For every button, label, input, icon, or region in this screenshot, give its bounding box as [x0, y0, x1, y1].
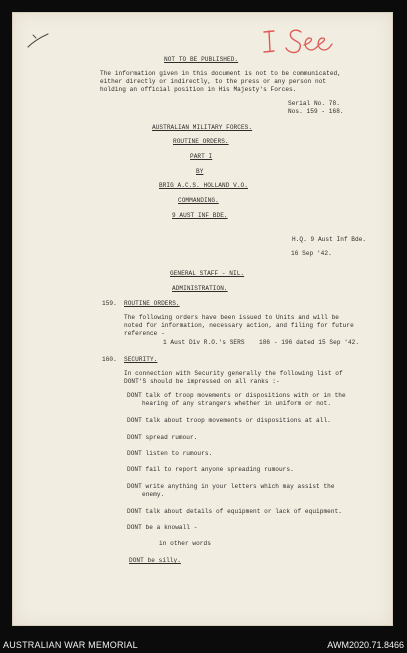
handwritten-i-see-note — [261, 23, 333, 63]
document-paper — [12, 12, 393, 626]
headquarters: H.Q. 9 Aust Inf Bde. — [292, 236, 367, 243]
formation-heading: 9 AUST INF BDE. — [172, 212, 228, 219]
item-159-reference-range: 186 - 196 dated 15 Sep '42. — [259, 339, 360, 346]
dont-1-line-1: DONT talk of troop movements or dispositions with or in the — [127, 392, 346, 399]
serial-number: Serial No. 78. — [288, 100, 340, 107]
item-159-line-2: noted for information, necessary action, and filing for future — [124, 322, 354, 329]
item-159-reference: 1 Aust Div R.O.'s SERS — [163, 339, 245, 346]
dont-1-line-2: hearing of any strangers whether in uniform or not. — [142, 400, 332, 407]
in-other-words: in other words — [159, 540, 211, 547]
dont-7: DONT talk about details of equipment or lack of equipment. — [127, 508, 342, 515]
commanding-heading: COMMANDING. — [178, 197, 219, 204]
item-159-number: 159. — [102, 300, 117, 307]
commander-heading: BRIG A.C.S. HOLLAND V.O. — [159, 182, 248, 189]
item-160-line-2: DONT'S should be impressed on all ranks :- — [124, 378, 280, 385]
item-160-heading: SECURITY. — [124, 356, 158, 363]
item-159-line-1: The following orders have been issued to Units and will be — [124, 314, 339, 321]
conclusion-text: DONT be silly. — [129, 557, 181, 564]
dont-5: DONT fail to report anyone spreading rumours. — [127, 466, 294, 473]
dont-3: DONT spread rumour. — [127, 434, 198, 441]
dont-4: DONT listen to rumours. — [127, 450, 213, 457]
footer-source: AUSTRALIAN WAR MEMORIAL — [3, 640, 138, 650]
force-heading: AUSTRALIAN MILITARY FORCES. — [152, 124, 253, 131]
by-heading: BY — [196, 168, 204, 175]
notice-line-3: holding an official position in His Majesty's Forces. — [100, 86, 297, 93]
item-159-line-3: reference - — [124, 330, 165, 337]
archive-footer — [0, 637, 407, 653]
notice-line-1: The information given in this document is not to be communicated, — [100, 70, 341, 77]
part-heading: PART I — [190, 153, 213, 160]
item-160-number: 160. — [102, 356, 117, 363]
pencil-mark-icon — [26, 30, 50, 50]
item-160-line-1: In connection with Security generally the following list of — [124, 370, 343, 377]
dont-8: DONT be a knowall - — [127, 524, 198, 531]
footer-reference: AWM2020.71.8466 — [327, 640, 404, 650]
item-159-heading: ROUTINE ORDERS. — [124, 300, 180, 307]
notice-line-2: either directly or indirectly, to the press or any person not — [100, 78, 327, 85]
orders-type-heading: ROUTINE ORDERS. — [173, 138, 229, 145]
order-numbers: Nos. 159 - 168. — [288, 108, 344, 115]
general-staff-heading: GENERAL STAFF - NIL. — [170, 270, 245, 277]
dont-6-line-2: enemy. — [142, 491, 165, 498]
dont-6-line-1: DONT write anything in your letters which may assist the — [127, 483, 335, 490]
dont-2: DONT talk about troop movements or dispositions at all. — [127, 417, 331, 424]
document-date: 16 Sep '42. — [291, 250, 332, 257]
administration-heading: ADMINISTRATION. — [172, 285, 228, 292]
restriction-heading: NOT TO BE PUBLISHED. — [164, 56, 239, 63]
